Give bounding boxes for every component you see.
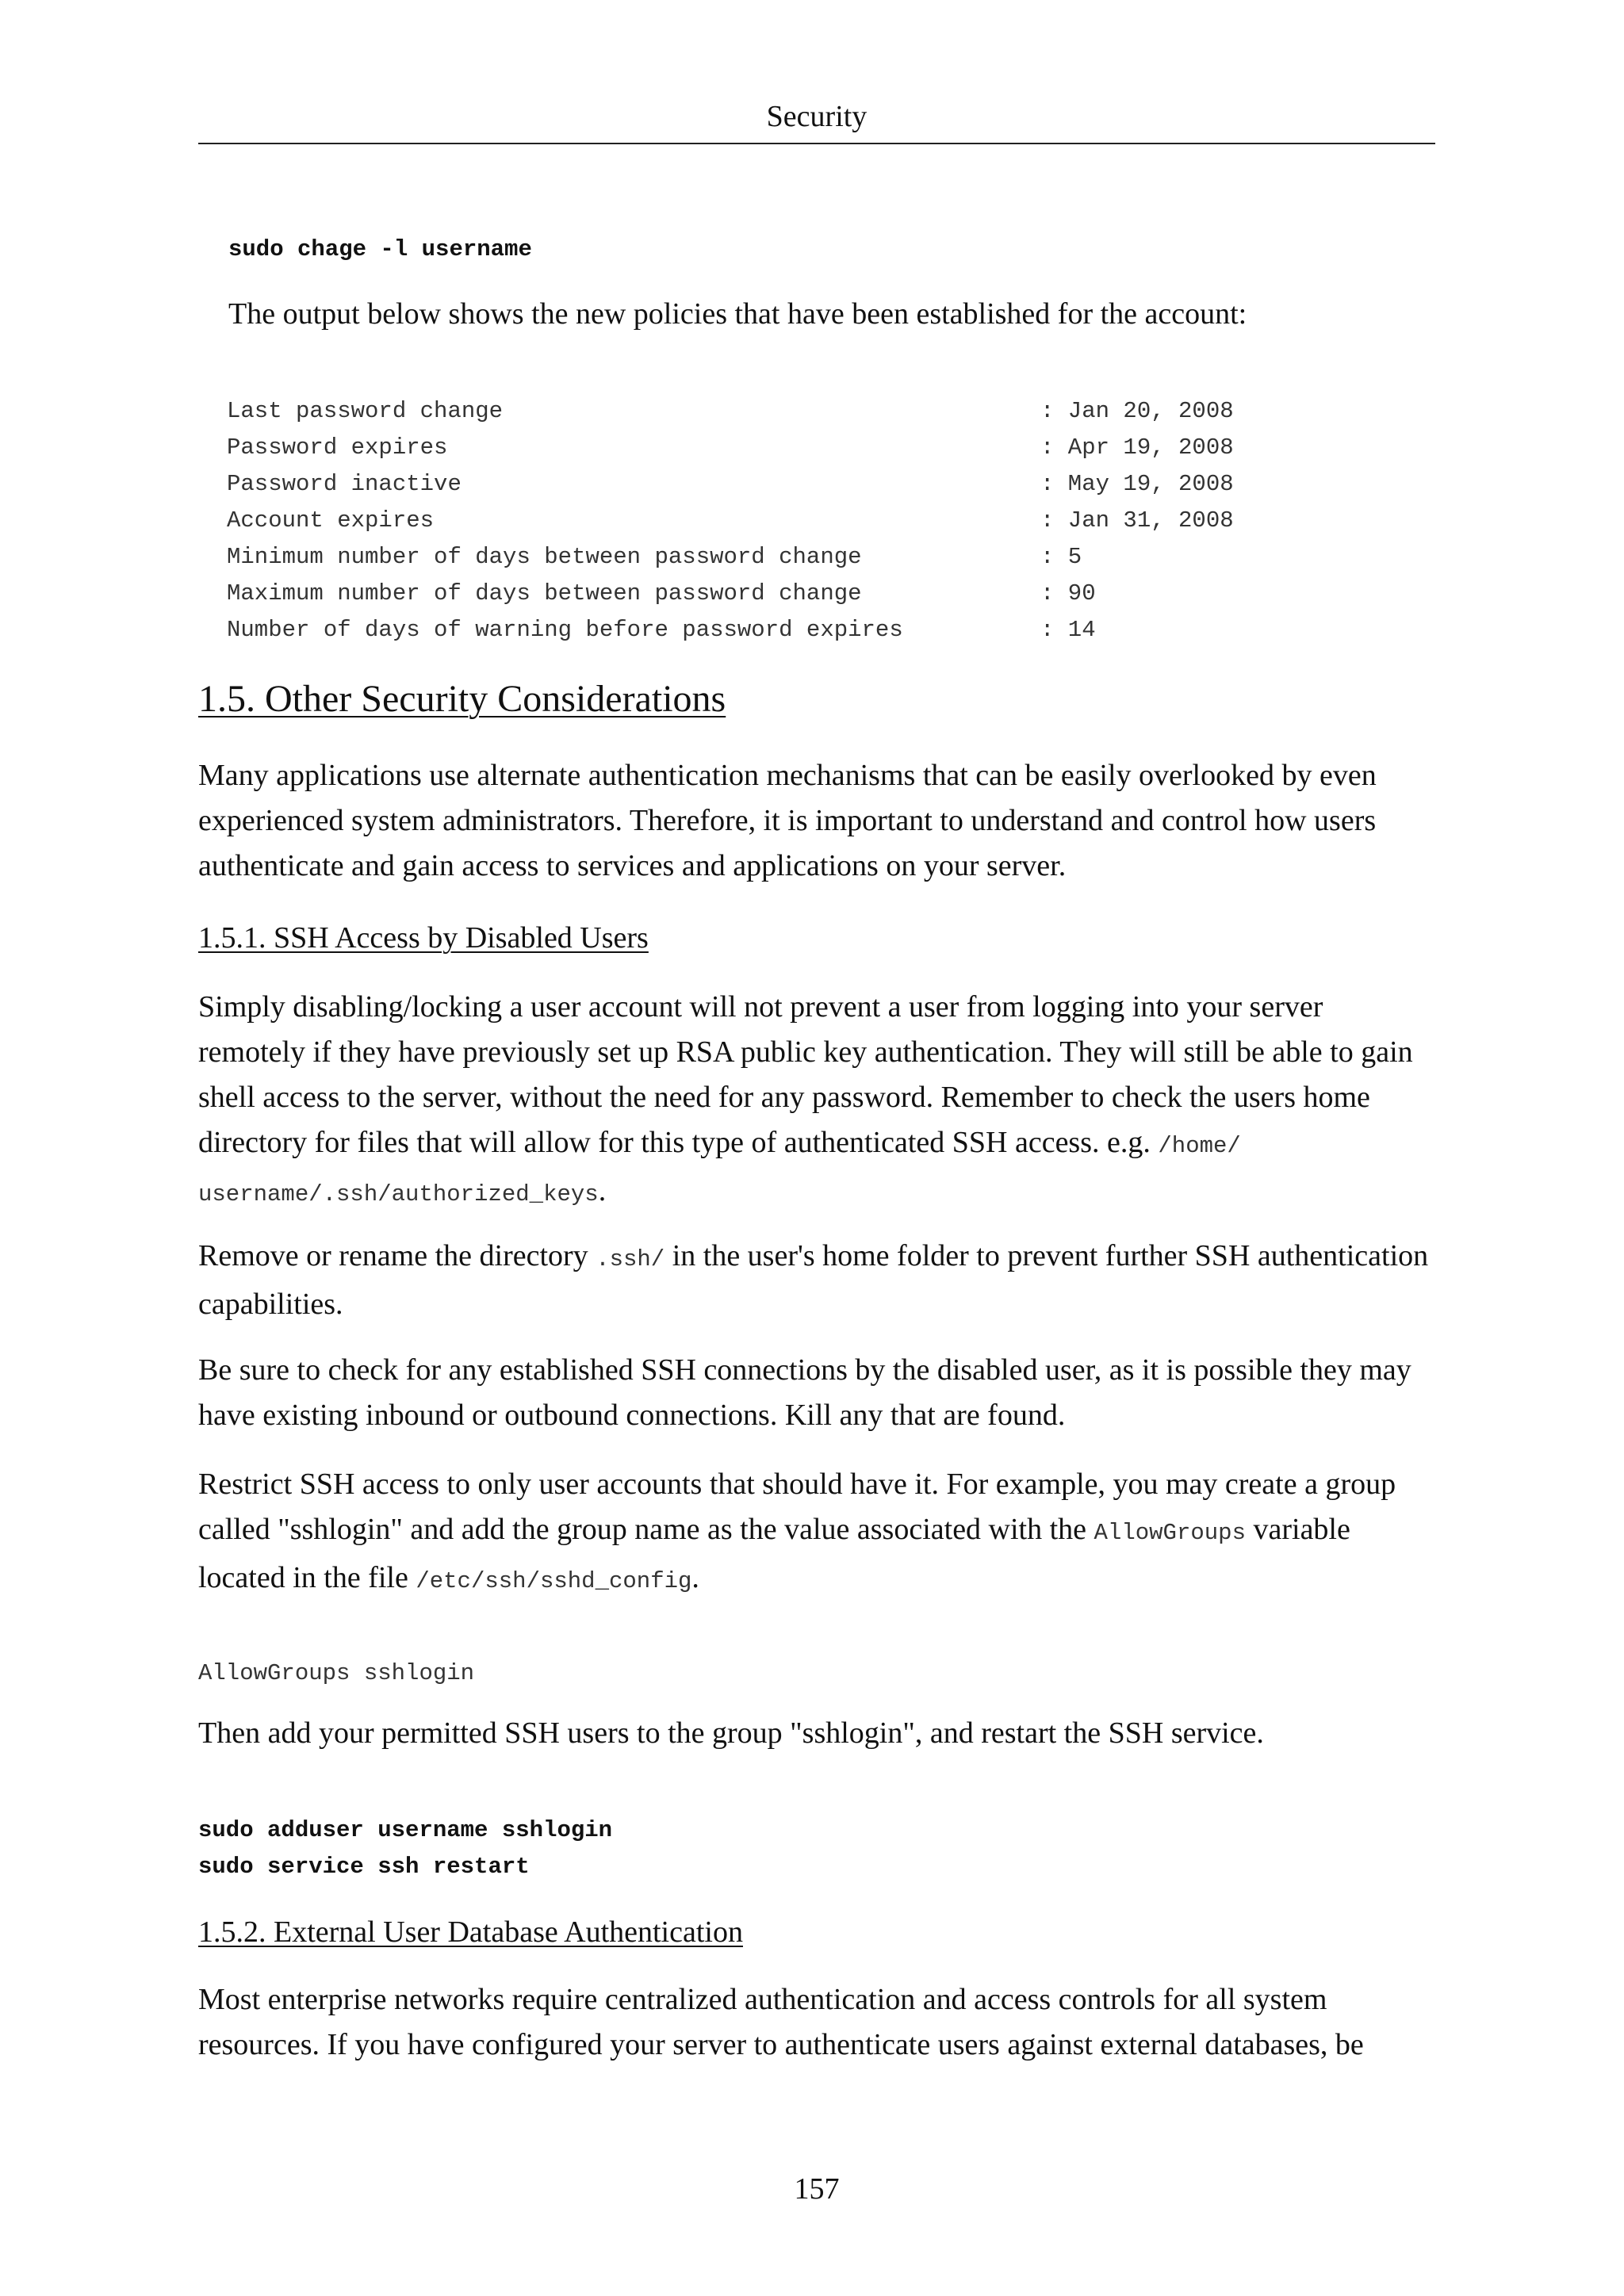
policy-value: : May 19, 2008 bbox=[1040, 471, 1234, 497]
policy-value: : 5 bbox=[1040, 544, 1082, 570]
policy-value: : Apr 19, 2008 bbox=[1040, 434, 1234, 461]
ssh-dir-code: .ssh/ bbox=[596, 1246, 665, 1272]
policy-label: Maximum number of days between password change bbox=[227, 580, 862, 607]
section-heading-1-5-2: 1.5.2. External User Database Authentication bbox=[198, 1915, 743, 1949]
period: . bbox=[598, 1174, 607, 1207]
sshd-config-path: /etc/ssh/sshd_config bbox=[416, 1568, 692, 1594]
restrict-text-b: variable located in the file bbox=[198, 1513, 1350, 1594]
policy-value: : Jan 20, 2008 bbox=[1040, 398, 1234, 424]
restrict-text-c: . bbox=[691, 1561, 699, 1594]
policy-value: : Jan 31, 2008 bbox=[1040, 507, 1234, 534]
policy-label: Minimum number of days between password change bbox=[227, 544, 862, 570]
policy-label: Account expires bbox=[227, 507, 435, 534]
rename-text-b: in the user's home folder to prevent further SSH authentication capabilities. bbox=[198, 1239, 1429, 1321]
restart-command: sudo service ssh restart bbox=[198, 1854, 530, 1880]
allowgroups-config-line: AllowGroups sshlogin bbox=[198, 1660, 475, 1686]
chage-command: sudo chage -l username bbox=[228, 236, 532, 262]
ssh-disabled-paragraph-1 bbox=[198, 985, 1435, 1217]
section-1-5-paragraph: Many applications use alternate authentication mechanisms that can be easily overlooked by even experienced system administrators. Therefore, it is important to understand and control how users authenticate and gain access to services and applications on your server. bbox=[198, 759, 1377, 882]
allowgroups-code: AllowGroups bbox=[1094, 1520, 1246, 1546]
ssh-disabled-paragraph-3: Be sure to check for any established SSH connections by the disabled user, as it is possible they may have existing inbound or outbound connections. Kill any that are found. bbox=[198, 1353, 1411, 1432]
policy-label: Number of days of warning before password expires bbox=[227, 617, 903, 643]
page-number: 157 bbox=[794, 2172, 840, 2206]
page-header: Security bbox=[766, 100, 868, 133]
policy-value: : 14 bbox=[1040, 617, 1096, 643]
section-1-5-2-paragraph: Most enterprise networks require centralized authentication and access controls for all system resources. If you have configured your server to authenticate users against external databases, be bbox=[198, 1983, 1364, 2061]
ssh-disabled-paragraph-4 bbox=[198, 1462, 1435, 1604]
adduser-command: sudo adduser username sshlogin bbox=[198, 1817, 613, 1843]
section-heading-1-5-1: 1.5.1. SSH Access by Disabled Users bbox=[198, 921, 649, 955]
intro-paragraph: The output below shows the new policies that have been established for the account: bbox=[228, 297, 1247, 331]
policy-value: : 90 bbox=[1040, 580, 1096, 607]
header-rule bbox=[198, 143, 1435, 144]
authorized-keys-path: /home/ username/.ssh/authorized_keys bbox=[198, 1133, 1241, 1207]
ssh-disabled-paragraph-5: Then add your permitted SSH users to the group "sshlogin", and restart the SSH service. bbox=[198, 1716, 1264, 1750]
restrict-text-a: Restrict SSH access to only user accounts that should have it. For example, you may create a group called "sshlogin" and add the group name as the value associated with the bbox=[198, 1468, 1396, 1546]
ssh-disabled-text: Simply disabling/locking a user account will not prevent a user from logging into your server remotely if they have previously set up RSA public key authentication. They will still be able to gain shell access to the server, without the need for any password. Remember to check the users home directory for files that will allow for this type of authenticated SSH access. e.g. bbox=[198, 990, 1413, 1159]
policy-label: Last password change bbox=[227, 398, 504, 424]
rename-text-a: Remove or rename the directory bbox=[198, 1239, 596, 1272]
policy-label: Password inactive bbox=[227, 471, 462, 497]
ssh-disabled-paragraph-2 bbox=[198, 1234, 1435, 1327]
policy-label: Password expires bbox=[227, 434, 448, 461]
section-heading-1-5: 1.5. Other Security Considerations bbox=[198, 678, 726, 720]
